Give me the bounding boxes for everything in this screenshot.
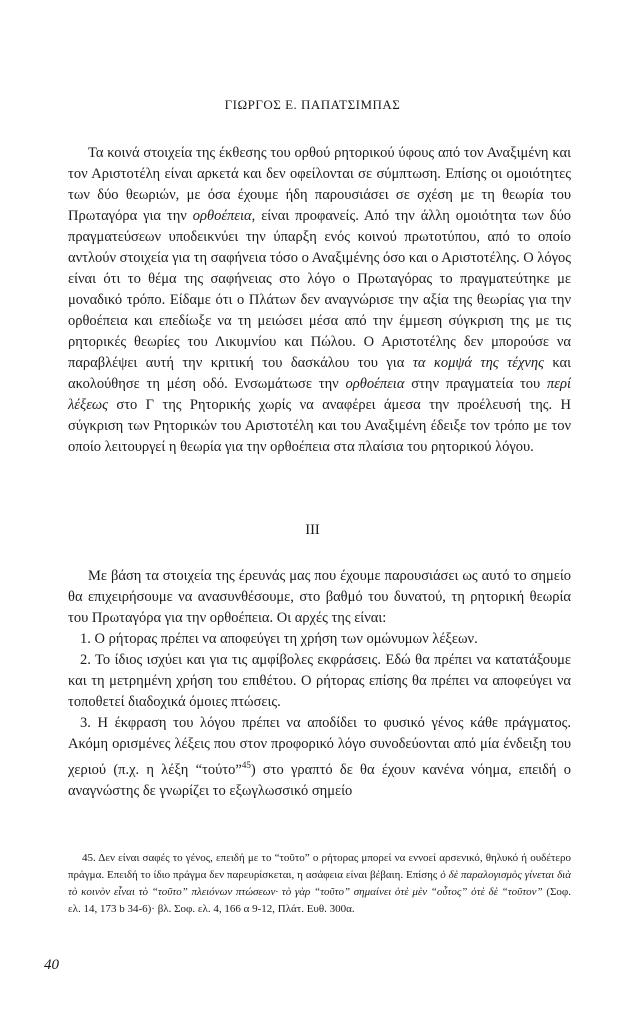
- principle-item-3-text: 3. Η έκφραση του λόγου πρέπει να αποδίδει το φυσικό γένος κάθε πράγματος. Ακόμη ορισμένες λέξεις που στον προφορικό λόγο συνοδεύονται από μία ένδειξη του χεριού (π.χ. η λέξη “τούτο”: [68, 715, 571, 778]
- section-lead-paragraph: Με βάση τα στοιχεία της έρευνάς μας που έχουμε παρουσιάσει ως αυτό το σημείο θα επιχειρήσουμε να ανασυνθέσουμε, στο βαθμό του δυνατού, τη ρητορική θεωρία του Πρωταγόρα για την ορθοέπεια. Οι αρχές της είναι:: [68, 568, 571, 626]
- principle-item-3-text-end: ) στο γραπτό δε θα έχουν κανένα νόημα, επειδή ο αναγνώστης δε γνωρίζει το εξωγλωσσικό σημείο: [68, 761, 571, 799]
- footnote-text-2: (Σοφ. ελ. 14, 173 b 34-6)· βλ. Σοφ. ελ. 4, 166 α 9-12, Πλάτ. Ευθ. 300α.: [68, 886, 571, 915]
- page-number: 40: [44, 957, 59, 973]
- intro-paragraph-block: [68, 143, 571, 458]
- intro-emphasis-1: ορθοέπεια: [192, 208, 252, 224]
- principle-item-1: 1. Ο ρήτορας πρέπει να αποφεύγει τη χρήση των ομώνυμων λέξεων.: [80, 631, 478, 647]
- intro-text-5: στο Γ της Ρητορικής χωρίς να αναφέρει άμεσα την προέλευσή της. Η σύγκριση των Ρητορικών του Αριστοτέλη και του Αναξιμένη έδειξε τον τρόπο με τον οποίο λειτουργεί η θεωρία για την ορθοέπεια στα πλαίσια του ρητορικού λόγου.: [68, 397, 571, 455]
- intro-text-4: στην πραγματεία του: [404, 376, 548, 392]
- intro-text-2: , είναι προφανείς. Από την άλλη ομοιότητα των δύο πραγματεύσεων υποδεικνύει την ύπαρξη ενός κοινού πρωτοτύπου, από το οποίο αντλούν στοιχεία για τη σαφήνεια τόσο ο Αναξιμένης όσο και ο Αριστοτέλης. Ο λόγος είναι ότι το θέμα της σαφήνειας στο λόγο ο Πρωταγόρας το πραγματεύτηκε με μοναδικό τρόπο. Είδαμε ότι ο Πλάτων δεν αναγνώρισε την αξία της θεωρίας για την ορθοέπεια και επεδίωξε να τη μειώσει μέσα από την έμμεση σύγκριση της με τις ρητορικές θεωρίες του Λικυμνίου και Πώλου. Ο Αριστοτέλης δεν μπορούσε να παραβλέψει αυτή την κριτική του δασκάλου του για: [68, 208, 571, 371]
- principle-item-3: [68, 713, 571, 802]
- intro-text-1: Τα κοινά στοιχεία της έκθεσης του ορθού ρητορικού ύφους από τον Αναξιμένη και τον Αριστοτέλη είναι αρκετά και δεν οφείλονται σε σύμπτωση. Επίσης οι ομοιότητες των δύο θεωριών, με όσα έχουμε ήδη παρουσιάσει σε σχέση με τη θεωρία του Πρωταγόρα για την: [68, 145, 571, 224]
- footnote-reference: 45: [241, 760, 251, 770]
- intro-emphasis-3: ορθοέπεια: [345, 376, 405, 392]
- intro-emphasis-4: περί λέξεως: [68, 376, 571, 413]
- intro-emphasis-2: τα κομψά της τέχνης: [412, 355, 544, 371]
- section-body: [68, 566, 571, 802]
- intro-text-3: και ακολούθησε τη μέση οδό. Ενσωμάτωσε την: [68, 355, 571, 392]
- footnote-quote: ὁ δὲ παραλογισμὸς γίνεται διὰ τὸ κοινὸν εἶναι τὸ “τοῦτο” πλειόνων πτώσεων· τὸ γὰρ “τοῦτο” σημαίνει ὁτὲ μὲν “οὗτος” ὁτὲ δὲ “τοῦτον”: [68, 869, 572, 898]
- footnote: [68, 850, 571, 918]
- principle-item-2: 2. Το ίδιος ισχύει και για τις αμφίβολες εκφράσεις. Εδώ θα πρέπει να κατατάξουμε και τη μετρημένη χρήση του επιθέτου. Ο ρήτορας επίσης θα πρέπει να αποφεύγει να τοποθετεί διαδοχικά όμοιες πτώσεις.: [68, 652, 571, 710]
- running-header: ΓΙΩΡΓΟΣ Ε. ΠΑΠΑΤΣΙΜΠΑΣ: [224, 97, 401, 112]
- intro-paragraph: [68, 143, 571, 458]
- section-heading: III: [305, 522, 320, 538]
- footnote-text-1: 45. Δεν είναι σαφές το γένος, επειδή με το “τοῦτο” ο ρήτορας μπορεί να εννοεί αρσενικό, θηλυκό ή ουδέτερο πράγμα. Επειδή το ίδιο πράγμα δεν παρευρίσκεται, η ασάφεια είναι βέβαιη. Επίσης: [68, 852, 571, 881]
